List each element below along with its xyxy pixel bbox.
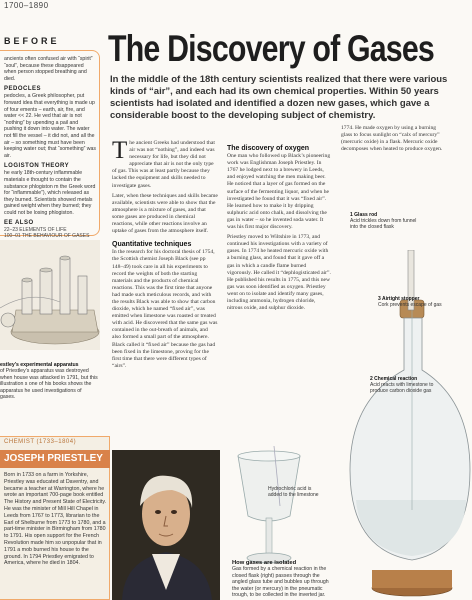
intro-paragraph: In the middle of the 18th century scientists realized that there were various kinds of “air”, and each had its own chemical properties. Within 50 years scientists had isolated and identified a dozen new gases, which gave a considerable boost to the developing subject of chemistry. bbox=[110, 74, 448, 121]
sidebar-subhead-see-also: EE ALSO bbox=[4, 220, 34, 227]
glass-illustration bbox=[224, 446, 314, 576]
col1-paragraph-3: In the research for his doctoral thesis of 1754, the Scottish chemist Joseph Black (see pp 148–49) took care in all his experiments to record the weights of both the starting materials and the products of chemical reactions. This was the first time that anyone had made such meticulous records, and with the results Black was able to show that carbon dioxide, which he named “fixed air”, was emitted when limestone was roasted or treated with acid. He discovered that the same gas was contained in the out-breath of animals, and also formed a small part of the atmosphere. Black called it “fixed air” because the gas had been fixed in the limestone, proving for the first time that there were different types of “airs”. bbox=[112, 249, 218, 369]
running-head: 1700–1890 bbox=[4, 1, 49, 10]
how-gases-text: Gas formed by a chemical reaction in the closed flask (right) passes through the angled glass tube and bubbles up through the water (or mercury) in the pneumatic trough, to be collected in the inverted jar. bbox=[232, 566, 329, 599]
apparatus-caption-title: estley’s experimental apparatus bbox=[0, 362, 79, 368]
chemist-name: JOSEPH PRIESTLEY bbox=[0, 450, 110, 468]
col2-paragraph-2: Priestley moved to Wiltshire in 1773, and continued his investigations with a variety of gases. In 1774 he heated mercuric oxide with a burning glass, and found that it gave off a gas in which a candle flame burned vigorously. He called it “dephlogisticated air”. He published his results in 1775, and this new gas was soon identified as oxygen. Priestley went on to isolate and identify many gases, including ammonia, hydrogen chloride, nitrous oxide, and sulphur dioxide. bbox=[227, 234, 331, 312]
sidebar-subhead-empedocles: PEDOCLES bbox=[4, 86, 42, 93]
column-3 bbox=[341, 125, 445, 153]
col1-paragraph-2: Later, when these techniques and skills became available, scientists were able to show that the atmosphere is a mixture of gases, and that some gases are produced in chemical reactions, while other reactions involve an uptake of gases from the atmosphere itself. bbox=[112, 192, 218, 235]
sidebar-note-spirit: ancients often confused air with “spirit” “soul”, because these disappeared when person stopped breathing and died. bbox=[4, 56, 93, 82]
drop-cap: T bbox=[112, 137, 128, 164]
flask-label-3-title: 3 Airtight stopper bbox=[378, 296, 420, 302]
apparatus-caption bbox=[0, 362, 98, 400]
section-before: BEFORE bbox=[4, 36, 60, 46]
how-gases-caption bbox=[232, 560, 332, 598]
flask-label-1-text: Acid trickles down from funnel into the closed flask bbox=[350, 218, 417, 230]
flask-label-glass-rod bbox=[350, 212, 420, 230]
how-gases-title: How gases are isolated bbox=[232, 560, 297, 566]
subhead-quantitative: Quantitative techniques bbox=[112, 241, 192, 249]
flask-label-reaction bbox=[370, 376, 440, 394]
col2-paragraph-1: One man who followed up Black’s pioneering work was Englishman Joseph Priestley. In 1767 he lodged next to a brewery in Leeds, and enjoyed watching the men making beer. He noticed that a layer of gas formed on the surface of the fermenting liquor, and when he investigated he found that it was “fixed air”. He learned how to make it by dripping sulphuric acid onto chalk, and dissolving the gas in water – so he invented soda water. It was his first major discovery. bbox=[227, 153, 331, 231]
sidebar-note-phlogiston: he early 18th-century inflammable materials e thought to contain the substance phlogiston m the Greek word for “inflammable”), which released as they burned. Scientists showed metals gained weight when they burned; they could not be losing phlogiston. bbox=[4, 170, 96, 216]
chemist-label: CHEMIST (1733–1804) bbox=[4, 439, 77, 445]
flask-label-stopper bbox=[378, 296, 448, 308]
sidebar-note-empedocles: pedocles, a Greek philosopher, put forward idea that everything is made up of four ements – earth, air, fire, and water << 22. He ved that air is not “nothing” by upending a pail and pushing it down into water. The water not fill the vessel – it did not, and all the air – so something must have been keeping water out; that “something” was air. bbox=[4, 93, 96, 159]
chemist-biography: Born in 1733 on a farm in Yorkshire, Priestley was educated at Daventry, and became a teacher at Warrington, where he wrote an important 700-page book entitled The History and Present State of Electricity. He was the minister of Mill Hill Chapel in Leeds from 1767 to 1773, librarian to the Earl of Shelburne from 1773 to 1780, and a part-time minister in Birmingham from 1780 to 1791. His open support for the French Revolution made him so unpopular that in 1791 a mob burned his house to the ground. In 1794 Priestley emigrated to America, where he died in 1804. bbox=[4, 472, 107, 567]
flask-label-3-text: Cork prevents escape of gas bbox=[378, 302, 442, 308]
apparatus-caption-text: of Priestley’s apparatus was destroyed when house was attacked in 1791, but this illustration s one of his books shows the apparatus he used investigations of gases. bbox=[0, 368, 98, 401]
see-also-link-1[interactable]: 22–23 ELEMENTS OF LIFE bbox=[4, 227, 67, 234]
col1-paragraph-1: he ancient Greeks had understood that air was not “nothing”, and indeed was necessary for life, but they did not appreciate that air is not the only type of gas. This was at least partly because they lacked the equipment and skills needed to investigate gases. bbox=[112, 140, 215, 189]
flask-label-1-title: 1 Glass rod bbox=[350, 212, 378, 218]
priestley-portrait bbox=[112, 450, 220, 600]
column-2 bbox=[227, 145, 331, 312]
subhead-oxygen: The discovery of oxygen bbox=[227, 145, 310, 152]
col3-paragraph-1: 1774. He made oxygen by using a burning glass to focus sunlight on “calx of mercury” (mercuric oxide) in a flask. Mercuric oxide decomposes when heated to produce oxygen. bbox=[341, 125, 443, 153]
sidebar-subhead-phlogiston: LOGISTON THEORY bbox=[4, 163, 70, 170]
glass-caption: Hydrochloric acid is added to the limestone bbox=[268, 486, 319, 498]
page-title: The Discovery of Gases bbox=[108, 28, 434, 69]
apparatus-illustration bbox=[0, 240, 100, 350]
flask-label-2-title: 2 Chemical reaction bbox=[370, 376, 418, 382]
flask-label-2-text: Acid reacts with limestone to produce carbon dioxide gas bbox=[370, 382, 434, 394]
column-1 bbox=[112, 137, 218, 370]
see-also-link-2[interactable]: 100–01 THE BEHAVIOUR OF GASES bbox=[4, 233, 90, 240]
